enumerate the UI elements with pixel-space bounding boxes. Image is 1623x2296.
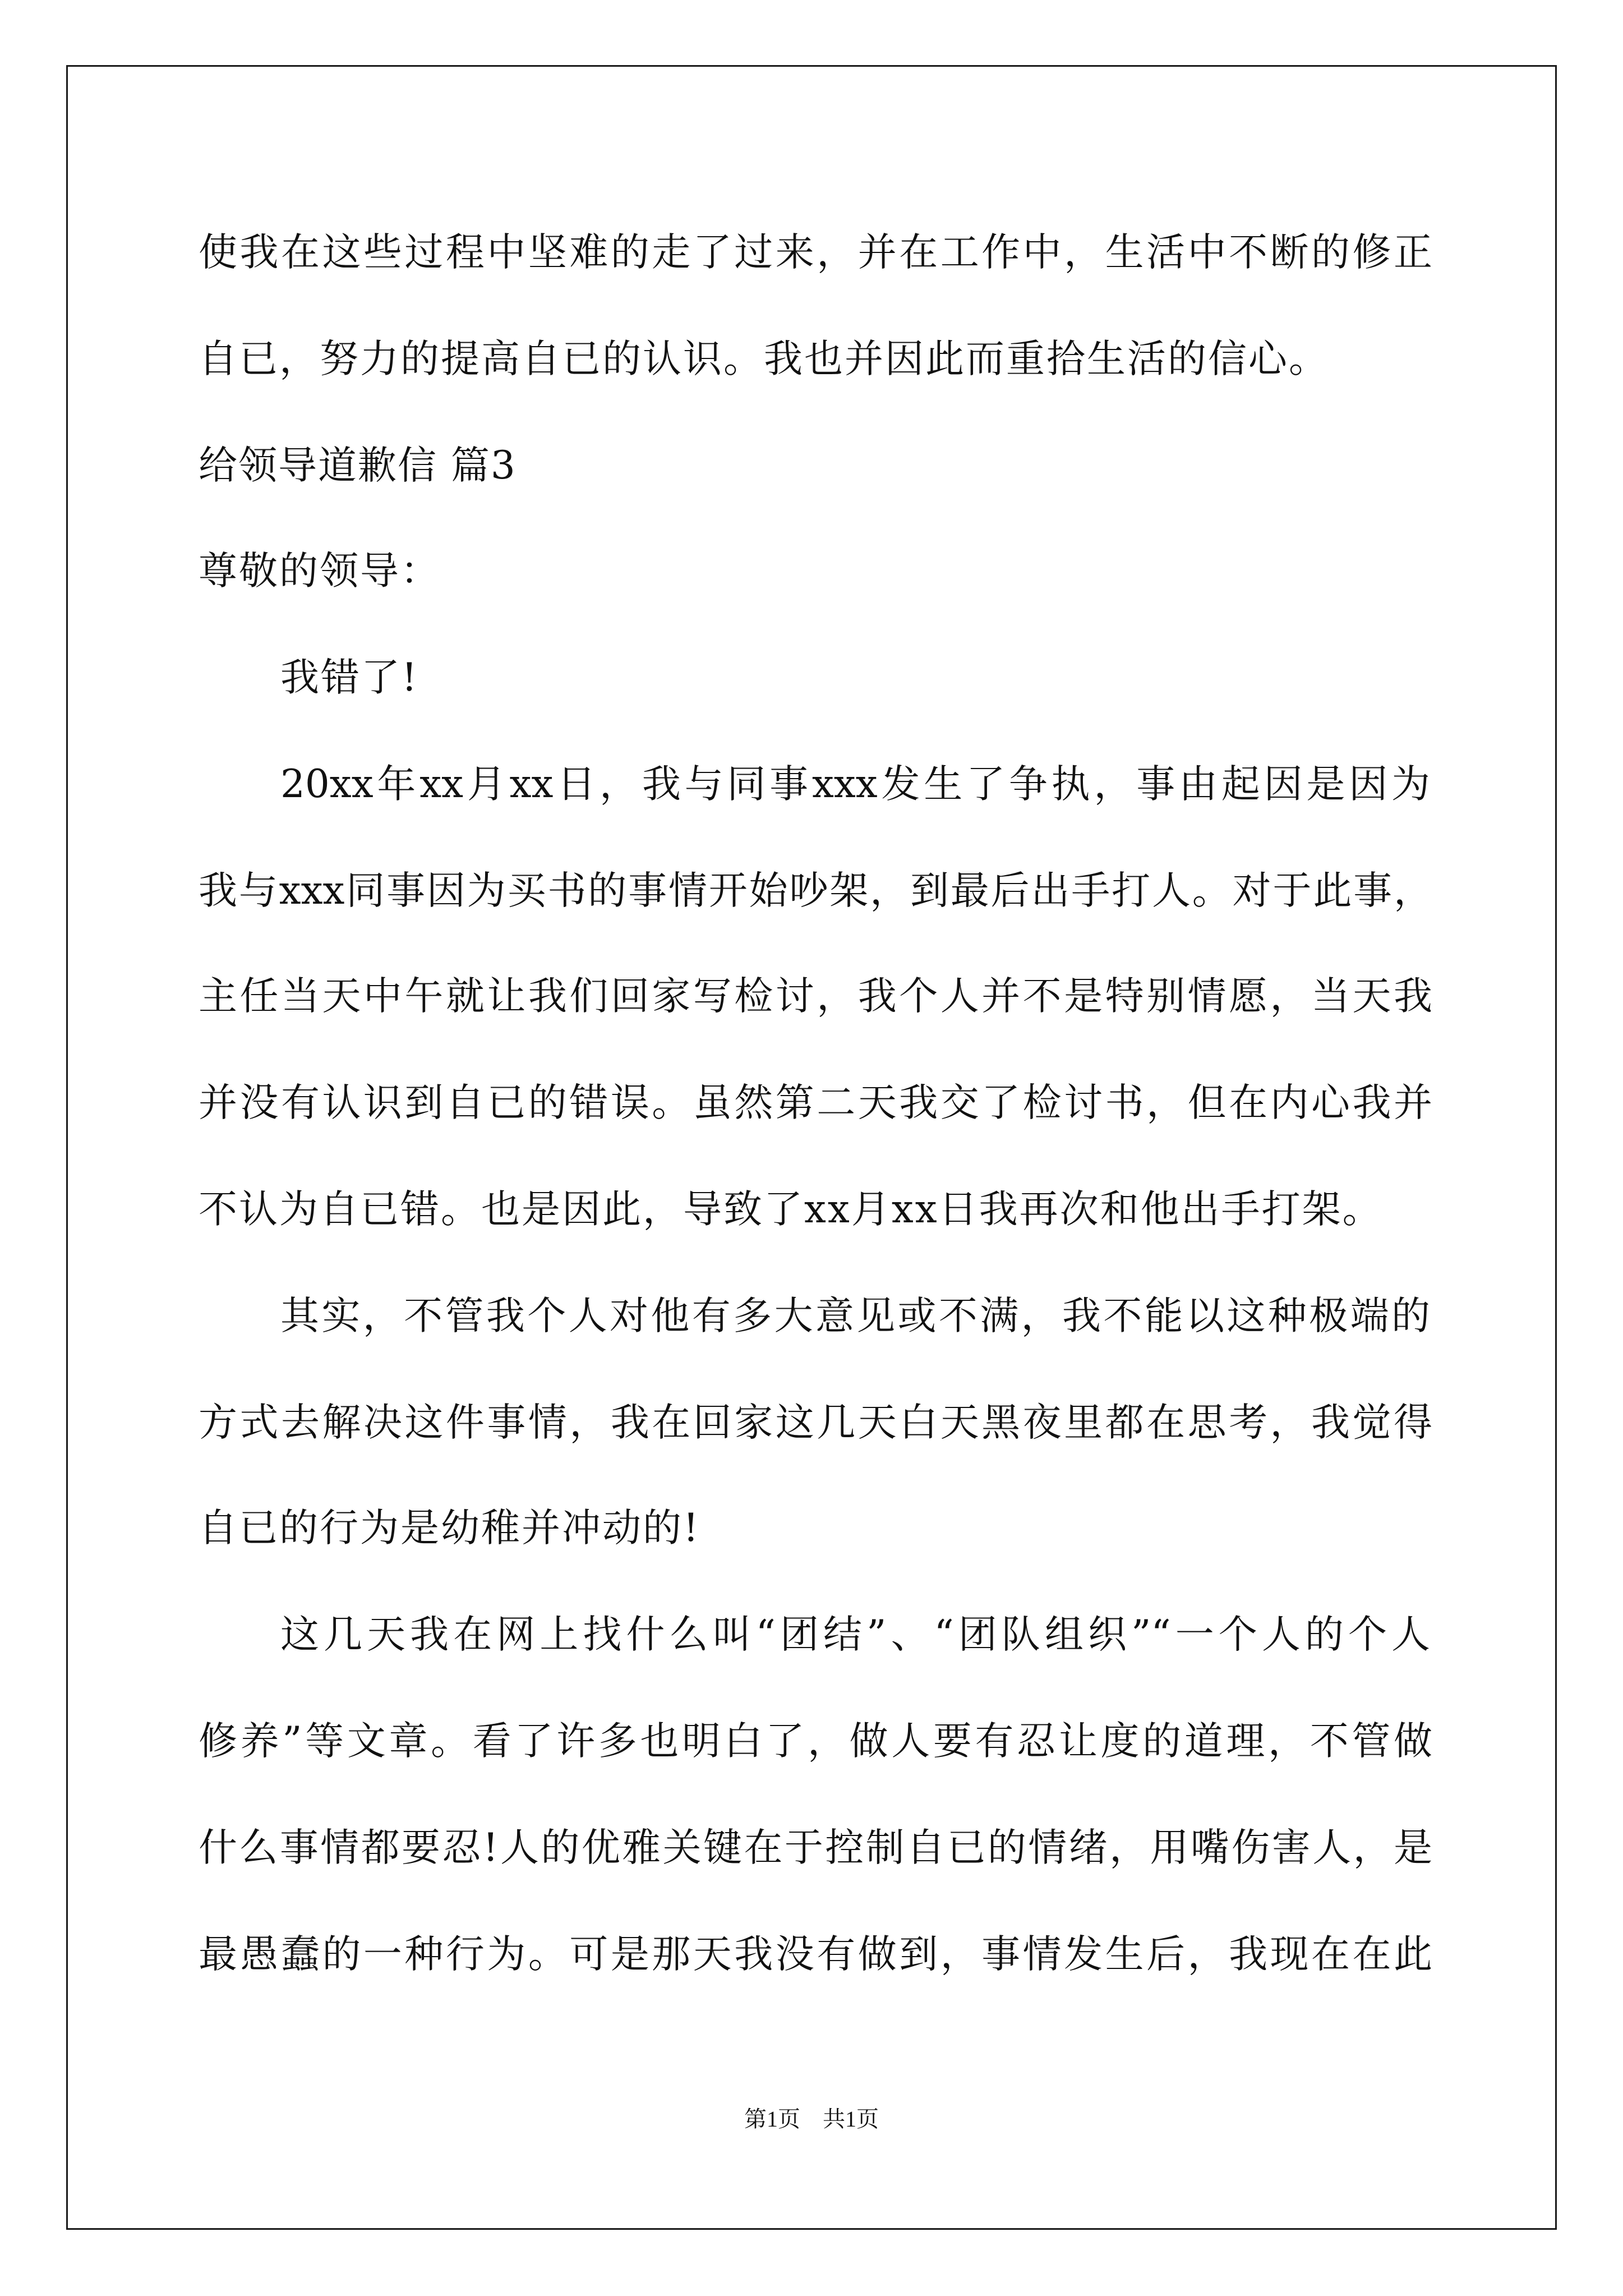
body-line-7: 我与xxx同事因为买书的事情开始吵架，到最后出手打人。对于此事， [199,868,1432,913]
body-line-12: 方式去解决这件事情，我在回家这几天白天黑夜里都在思考，我觉得 [199,1400,1432,1445]
page-footer: 第1页 共1页 [744,2106,879,2132]
body-line-9: 并没有认识到自已的错误。虽然第二天我交了检讨书，但在内心我并 [199,1080,1432,1125]
body-line-17: 最愚蠢的一种行为。可是那天我没有做到，事情发生后，我现在在此 [199,1932,1432,1977]
page-border [66,65,1557,2230]
body-line-8: 主任当天中午就让我们回家写检讨，我个人并不是特别情愿，当天我 [199,974,1432,1019]
body-line-14: 这几天我在网上找什么叫“团结”、“团队组织”“一个人的个人 [280,1612,1430,1657]
body-line-16: 什么事情都要忍!人的优雅关键在于控制自已的情绪，用嘴伤害人，是 [199,1825,1432,1870]
salutation: 尊敬的领导： [199,549,441,593]
body-line-10: 不认为自已错。也是因此，导致了xx月xx日我再次和他出手打架。 [199,1187,1383,1232]
body-line-13: 自已的行为是幼稚并冲动的! [199,1506,700,1550]
section-heading: 给领导道歉信 篇3 [199,443,517,488]
body-line-1: 使我在这些过程中坚难的走了过来，并在工作中，生活中不断的修正 [199,230,1432,275]
body-line-6: 20xx年xx月xx日，我与同事xxx发生了争执，事由起因是因为 [280,762,1430,807]
body-line-11: 其实，不管我个人对他有多大意见或不满，我不能以这种极端的 [280,1294,1430,1338]
body-line-15: 修养”等文章。看了许多也明白了，做人要有忍让度的道理，不管做 [199,1719,1432,1764]
apology-opening: 我错了! [280,655,419,700]
body-line-2: 自已，努力的提高自已的认识。我也并因此而重拾生活的信心。 [199,337,1329,381]
